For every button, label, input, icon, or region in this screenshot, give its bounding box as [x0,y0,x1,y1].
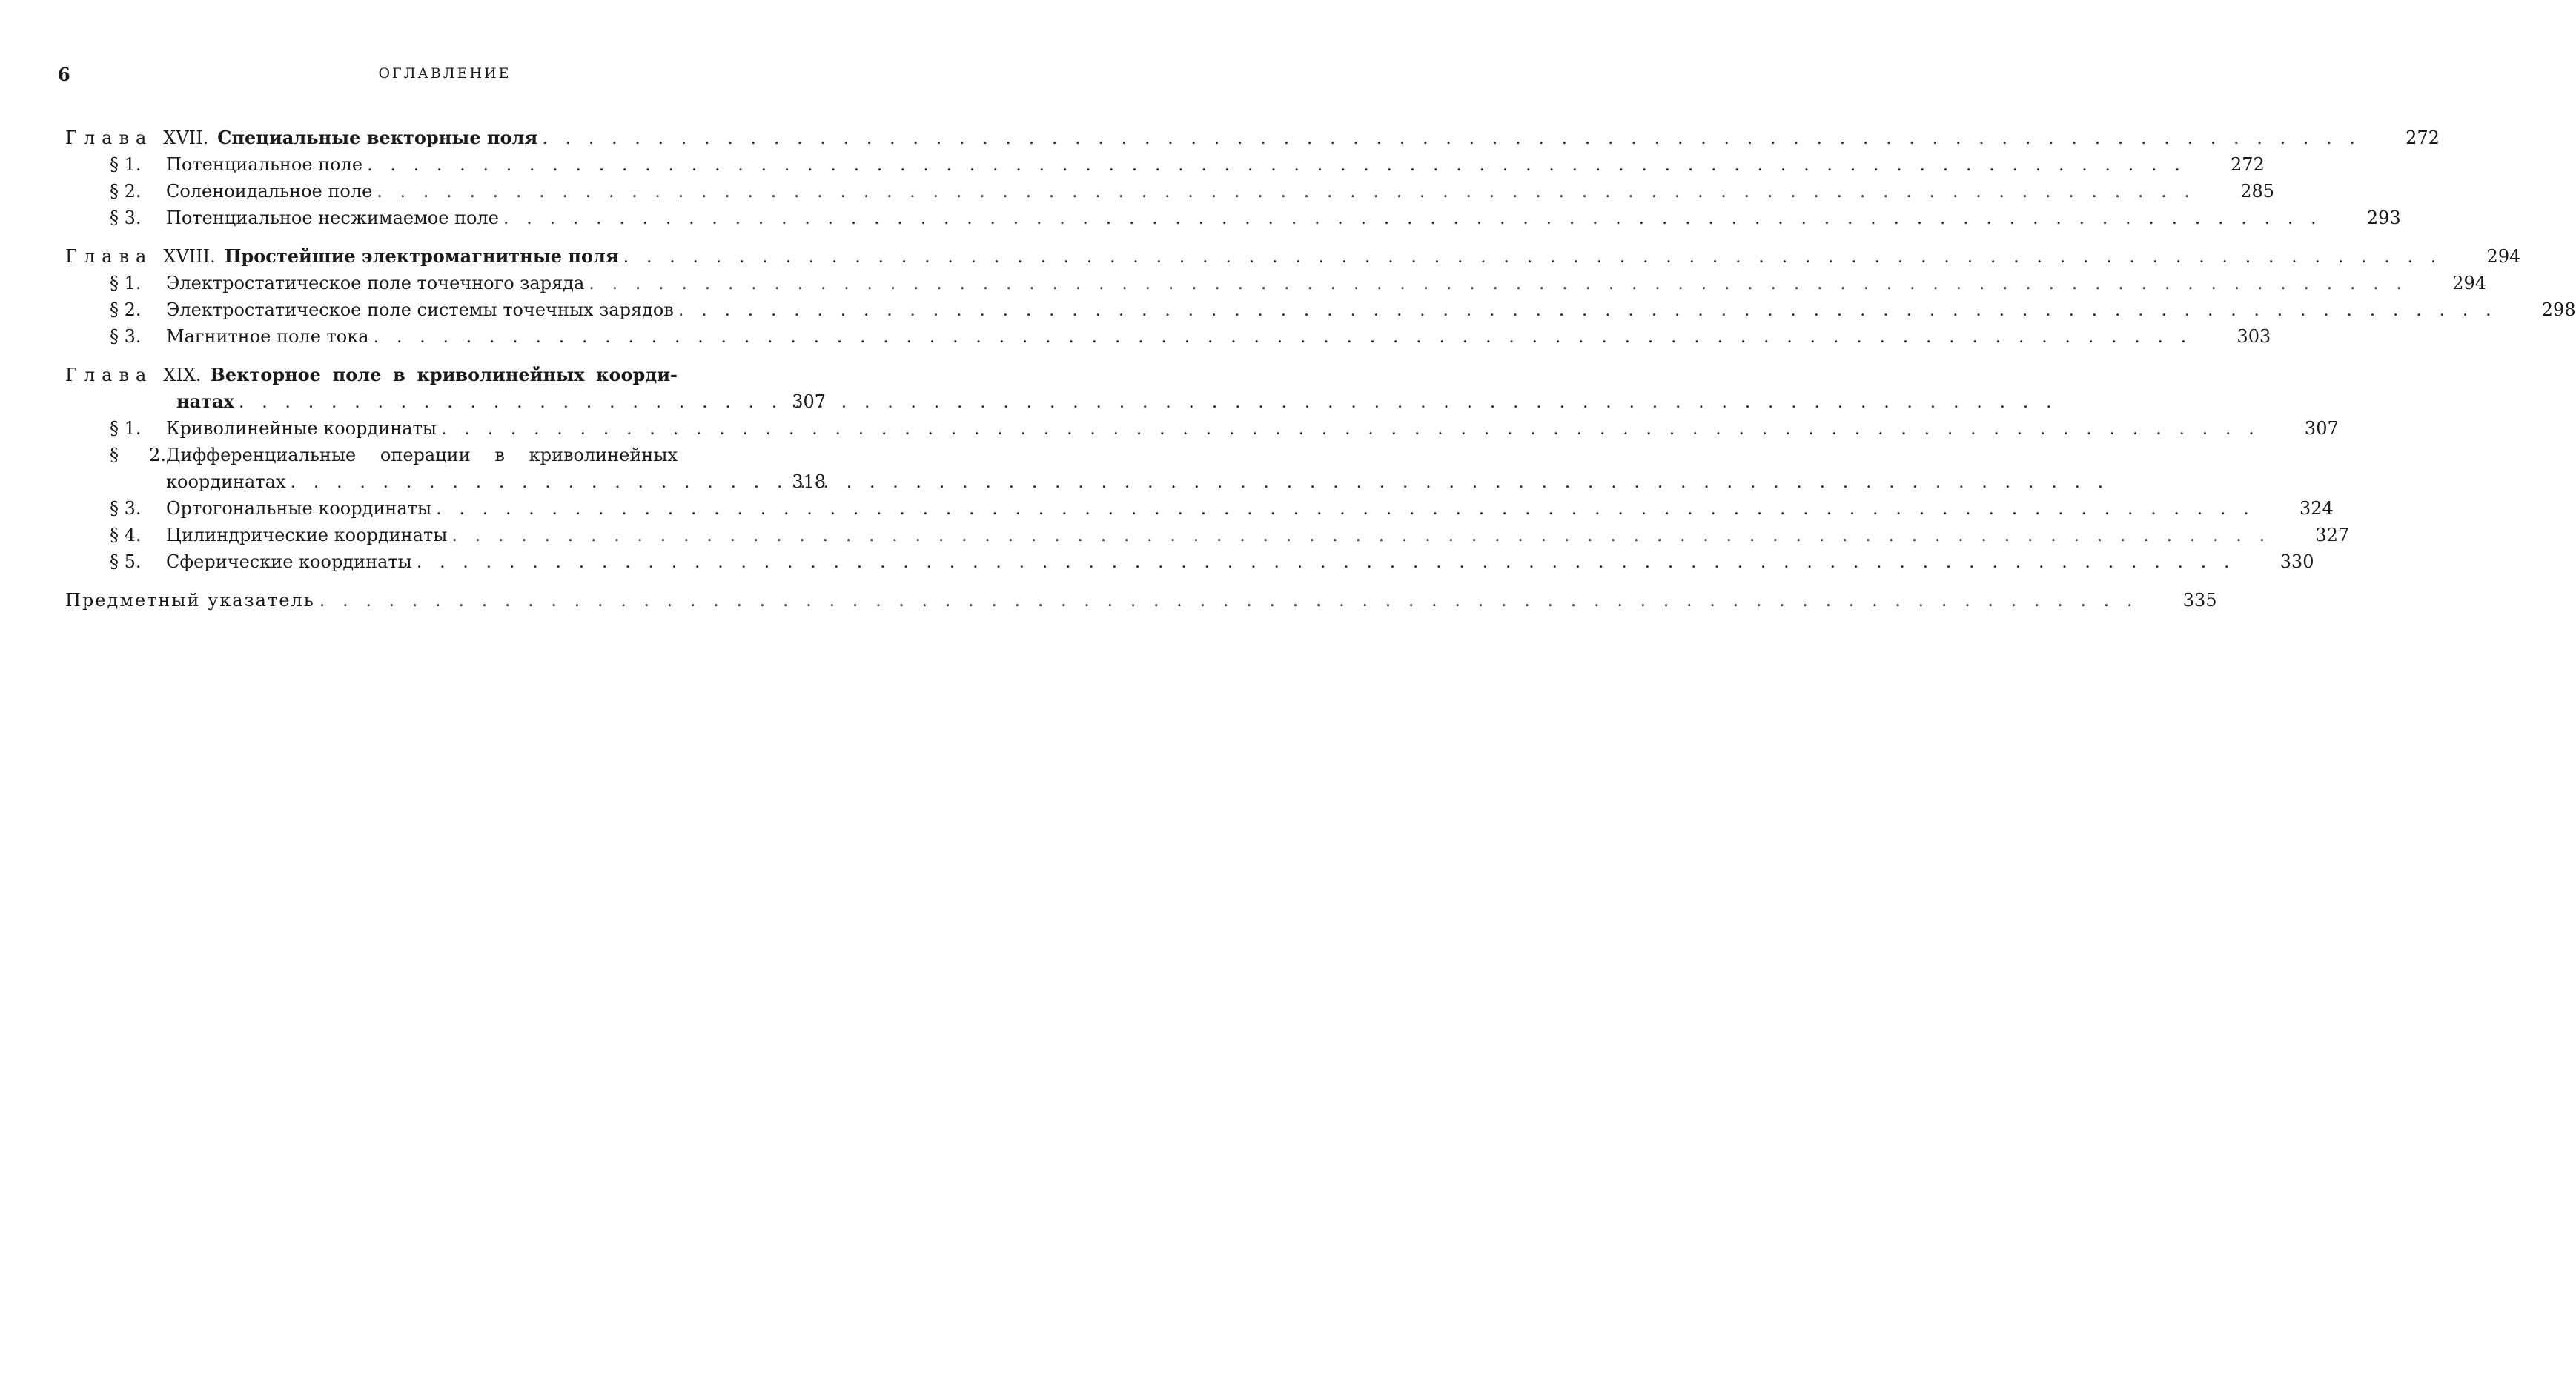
section-heading [110,495,431,522]
section-page: 330 [2262,548,2314,575]
chapter-heading-row[interactable] [65,362,826,415]
section-mark: § 1. [110,270,166,296]
toc-section-row[interactable] [65,495,826,522]
chapter-label: Глава [65,246,153,267]
section-title: Потенциальное несжимаемое поле [166,208,499,228]
toc-section-row[interactable] [65,442,826,495]
section-page: 285 [2222,178,2274,205]
leader-dots [499,205,2327,231]
leader-dots [285,468,2113,495]
chapter-xviii [65,243,826,350]
leader-dots [537,125,2365,151]
chapter-title: Специальные векторные поля [217,127,537,148]
subject-index-title: Предметный указатель [65,587,315,614]
toc-section-row[interactable] [65,205,826,231]
chapter-heading [65,243,619,270]
toc-section-row[interactable] [65,415,826,442]
chapter-label: Глава [65,365,153,385]
section-heading [110,323,369,350]
section-title: Электростатическое поле системы точечных зарядов [166,299,674,320]
toc-section-row[interactable] [65,270,826,296]
section-mark: § 3. [110,323,166,350]
section-title-line-2: координатах [166,468,285,495]
chapter-heading-line-2 [65,388,752,415]
page-number: 6 [58,64,70,85]
leader-dots [369,323,2197,350]
subject-index-page: 335 [2165,587,2217,614]
running-title: ОГЛАВЛЕНИЕ [0,65,890,82]
toc-section-row[interactable] [65,548,826,575]
section-mark: § 1. [110,415,166,442]
section-heading [110,522,447,548]
toc-section-row[interactable] [65,296,826,323]
section-title: Цилиндрические координаты [166,525,447,545]
section-title: Сферические координаты [166,551,412,572]
chapter-xvii [65,125,826,231]
section-mark: § 2. [110,178,166,205]
section-page: 327 [2297,522,2349,548]
table-of-contents [65,125,826,614]
section-mark: § 3. [110,495,166,522]
chapter-title: Простейшие электромагнитные поля [225,245,619,267]
section-mark: § 2. [110,442,166,468]
chapter-page: 272 [2388,125,2440,151]
leader-dots [234,388,2062,415]
section-heading [110,270,584,296]
section-page: 298 [2524,296,2576,323]
section-heading [110,548,412,575]
section-title: Криволинейные координаты [166,418,437,439]
section-page: 294 [2434,270,2486,296]
leader-dots [372,178,2200,205]
section-heading [110,151,362,178]
section-page: 293 [2349,205,2401,231]
chapter-heading [65,362,752,415]
leader-dots [412,548,2240,575]
section-page: 307 [2287,415,2339,442]
section-page: 324 [2282,495,2334,522]
section-mark: § 4. [110,522,166,548]
leader-dots [619,243,2447,270]
toc-section-row[interactable] [65,323,826,350]
toc-section-row[interactable] [65,151,826,178]
chapter-number: XIX. [163,365,201,385]
chapter-label: Глава [65,127,153,148]
section-heading-line-1 [110,442,678,468]
chapter-heading-row[interactable] [65,125,826,151]
toc-section-row[interactable] [65,522,826,548]
section-heading [110,205,499,231]
book-page [0,0,890,1397]
chapter-page: 307 [774,388,826,415]
section-mark: § 2. [110,296,166,323]
toc-section-row[interactable] [65,178,826,205]
chapter-number: XVIII. [163,246,216,267]
section-heading [110,296,674,323]
chapter-title-line-1: Векторное поле в криволинейных коорди- [211,364,678,385]
leader-dots [674,296,2502,323]
section-heading-line-2 [110,468,752,495]
chapter-xix [65,362,826,575]
leader-dots [362,151,2191,178]
section-page: 272 [2213,151,2265,178]
chapter-page: 294 [2469,243,2520,270]
section-heading [110,415,437,442]
leader-dots [315,587,2143,614]
section-page: 318 [774,468,826,495]
section-title: Соленоидальное поле [166,181,372,202]
chapter-heading-line-1 [65,362,678,388]
section-mark: § 3. [110,205,166,231]
leader-dots [431,495,2259,522]
chapter-title-line-2: натах [176,388,234,415]
section-title: Электростатическое поле точечного заряда [166,273,584,293]
leader-dots [437,415,2265,442]
leader-dots [584,270,2412,296]
section-title-line-1: Дифференциальные операции в криволинейных [166,445,678,465]
subject-index-row[interactable] [65,587,826,614]
chapter-number: XVII. [163,127,208,148]
section-heading [110,178,372,205]
section-heading [110,442,752,495]
section-page: 303 [2219,323,2271,350]
section-mark: § 1. [110,151,166,178]
section-title: Магнитное поле тока [166,326,369,347]
section-title: Потенциальное поле [166,154,362,175]
chapter-heading [65,125,537,151]
section-title: Ортогональные координаты [166,498,431,519]
section-mark: § 5. [110,548,166,575]
leader-dots [447,522,2275,548]
chapter-heading-row[interactable] [65,243,826,270]
